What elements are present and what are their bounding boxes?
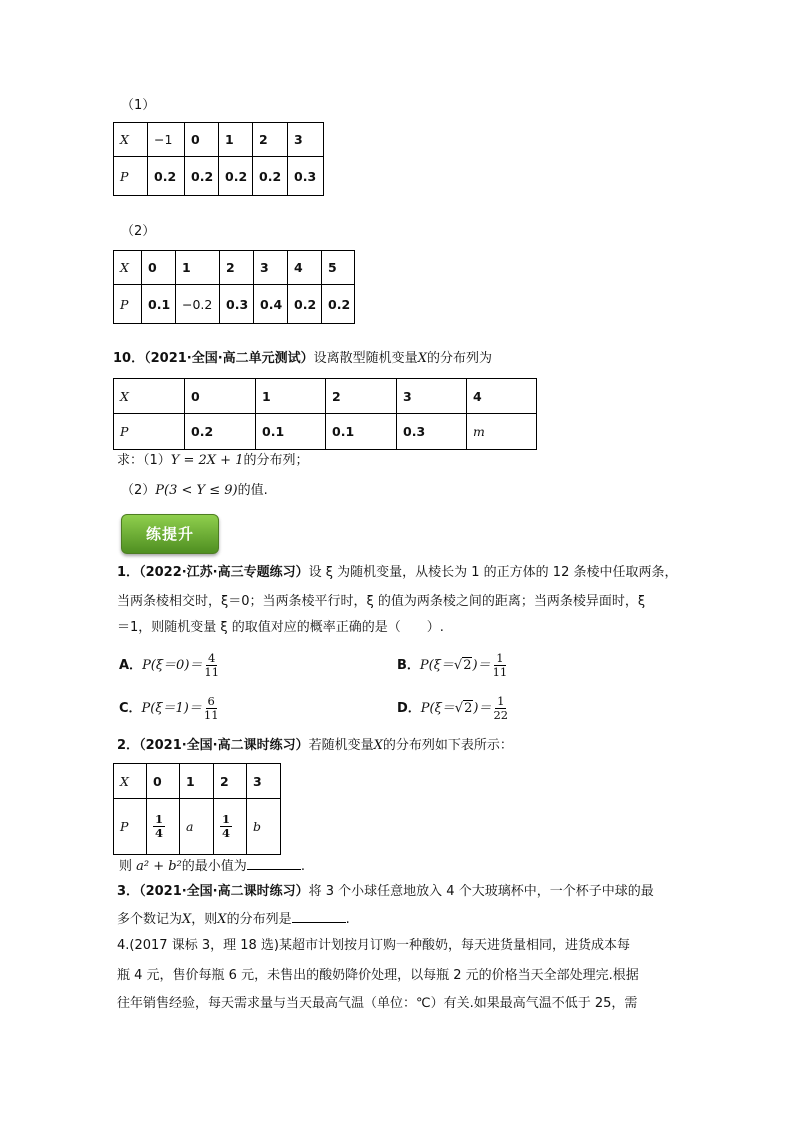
fraction — [153, 813, 165, 840]
option-expr: P(ξ＝ — [420, 701, 455, 716]
table-cell: X — [114, 123, 148, 157]
fraction — [220, 813, 232, 840]
table-row — [114, 799, 281, 855]
table-cell: X — [114, 379, 185, 414]
table-cell: 3 — [247, 764, 281, 799]
q2-text-b: 的分布列如下表所示： — [382, 738, 513, 753]
q3-number: 3 — [117, 884, 127, 899]
option-expr: )＝ — [473, 701, 492, 716]
table-cell: 0.2 — [253, 157, 288, 196]
table-cell: 2 — [220, 251, 254, 285]
option-expr: P(ξ＝0)＝ — [142, 658, 203, 673]
table-cell: 0.2 — [185, 414, 256, 450]
q10-title: 10．（2021·全国·高二单元测试）设离散型随机变量X的分布列为 — [113, 351, 492, 366]
table-cell: 0.2 — [288, 285, 322, 324]
table-cell — [147, 799, 180, 855]
table-cell: 1 — [256, 379, 326, 414]
option-key: D． — [397, 701, 421, 716]
part1-table — [113, 122, 324, 196]
option-key: A． — [119, 658, 143, 673]
sqrt-radicand: 2 — [463, 658, 472, 673]
answer-blank[interactable] — [247, 857, 301, 870]
answer-blank[interactable] — [292, 910, 346, 923]
q2-table — [113, 763, 281, 855]
table-cell: 0 — [147, 764, 180, 799]
table-cell: b — [247, 799, 281, 855]
table-cell: 3 — [397, 379, 467, 414]
table-cell: 4 — [467, 379, 537, 414]
table-cell: P — [114, 157, 148, 196]
frac-den: 22 — [493, 708, 509, 722]
table-cell: X — [114, 764, 147, 799]
part2-table — [113, 250, 355, 324]
table-cell: 3 — [254, 251, 288, 285]
q10-ask1-suffix: 的分布列； — [243, 453, 309, 468]
q3-var: X — [217, 912, 227, 927]
table-cell: 0.2 — [219, 157, 253, 196]
q3-var: X — [182, 912, 192, 927]
q10-ask2-math: P(3 < Y ≤ 9) — [155, 483, 238, 498]
q2-tail — [119, 857, 305, 876]
q1-line1: 1．（2022·江苏·高三专题练习）设 ξ 为随机变量，从棱长为 1 的正方体的 12 条棱中任取两条， — [117, 565, 678, 580]
q4-source: (2017 课标 3，理 18 选) — [129, 938, 279, 953]
q1-line3: ＝1，则随机变量 ξ 的取值对应的概率正确的是（ ）. — [117, 620, 444, 635]
table-cell: 0 — [185, 379, 256, 414]
frac-num: 1 — [155, 812, 164, 826]
q1-source: （2022·江苏·高三专题练习） — [139, 565, 309, 580]
table-cell: P — [114, 285, 142, 324]
q1-text-1: 设 ξ 为随机变量，从棱长为 1 的正方体的 12 条棱中任取两条， — [308, 565, 678, 580]
option-expr: )＝ — [472, 658, 491, 673]
table-cell: 0 — [142, 251, 176, 285]
option-key: C． — [119, 701, 142, 716]
q10-text-b: 的分布列为 — [426, 351, 492, 366]
frac-num: 6 — [207, 694, 215, 708]
table-cell: P — [114, 414, 185, 450]
q4-text-1: 某超市计划按月订购一种酸奶，每天进货量相同，进货成本每 — [278, 938, 630, 953]
q4-line2: 瓶 4 元，售价每瓶 6 元，未售出的酸奶降价处理，以每瓶 2 元的价格当天全部处理完.根据 — [117, 968, 639, 983]
table-cell: 0.2 — [185, 157, 219, 196]
q1-option-c — [119, 695, 221, 723]
table-cell: 0.4 — [254, 285, 288, 324]
table-row — [114, 123, 324, 157]
part1-label: （1） — [121, 98, 156, 113]
table-cell: P — [114, 799, 147, 855]
q4-line1 — [117, 937, 630, 955]
table-row — [114, 157, 324, 196]
fraction — [202, 695, 221, 722]
q4-number: 4. — [117, 938, 130, 953]
option-expr: P(ξ＝1)＝ — [141, 701, 202, 716]
q10-ask1 — [117, 452, 309, 470]
table-cell: 1 — [219, 123, 253, 157]
table-cell: 1 — [176, 251, 220, 285]
sqrt-radicand: 2 — [464, 701, 473, 716]
option-expr: P(ξ＝ — [419, 658, 454, 673]
table-cell: 2 — [326, 379, 397, 414]
q3-text-2b: ，则 — [191, 912, 218, 927]
fraction — [202, 652, 221, 679]
q3-text-2a: 多个数记为 — [117, 912, 183, 927]
frac-num: 1 — [497, 694, 505, 708]
q10-ask2-prefix: （2） — [121, 483, 156, 498]
q1-option-a — [119, 652, 221, 680]
frac-den: 11 — [203, 708, 219, 722]
q10-ask2-suffix: 的值. — [237, 483, 268, 498]
option-key: B． — [397, 658, 420, 673]
q3-line2 — [117, 910, 350, 929]
q10-number: 10 — [113, 351, 132, 366]
table-cell: 0 — [185, 123, 219, 157]
q2-text-a: 若随机变量 — [308, 738, 374, 753]
q10-var: X — [417, 351, 427, 366]
q2-tail-b: 的最小值为 — [181, 859, 247, 874]
practice-button[interactable]: 练提升 — [121, 514, 219, 554]
table-cell: 0.3 — [397, 414, 467, 450]
table-row — [114, 379, 537, 414]
table-row — [114, 251, 355, 285]
table-row — [114, 414, 537, 450]
frac-den: 4 — [155, 826, 164, 840]
q10-ask1-math: Y = 2X + 1 — [170, 453, 244, 468]
q2-tail-end: . — [300, 859, 305, 874]
table-cell: 0.2 — [148, 157, 185, 196]
q10-text-a: 设离散型随机变量 — [313, 351, 418, 366]
table-row — [114, 764, 281, 799]
table-cell: 0.1 — [326, 414, 397, 450]
q2-tail-a: 则 — [119, 859, 137, 874]
q10-table — [113, 378, 537, 450]
q2-title: 2．（2021·全国·高二课时练习）若随机变量X的分布列如下表所示： — [117, 738, 513, 753]
table-cell: −1 — [148, 123, 185, 157]
fraction — [491, 652, 510, 679]
table-cell: 0.1 — [142, 285, 176, 324]
q10-ask1-prefix: 求：（1） — [117, 453, 171, 468]
table-row — [114, 285, 355, 324]
q1-number: 1 — [117, 565, 127, 580]
q1-option-d — [397, 695, 510, 723]
frac-den: 11 — [492, 665, 508, 679]
q1-line2: 当两条棱相交时，ξ＝0；当两条棱平行时，ξ 的值为两条棱之间的距离；当两条棱异面时，ξ — [117, 594, 646, 609]
table-cell: 5 — [322, 251, 355, 285]
q3-text-1: 将 3 个小球任意地放入 4 个大玻璃杯中，一个杯子中球的最 — [308, 884, 654, 899]
q2-number: 2 — [117, 738, 127, 753]
table-cell: 4 — [288, 251, 322, 285]
q3-text-2c: 的分布列是 — [226, 912, 292, 927]
q4-line3: 往年销售经验，每天需求量与当天最高气温（单位：℃）有关.如果最高气温不低于 25，需 — [117, 996, 638, 1011]
table-cell: X — [114, 251, 142, 285]
table-cell: 0.2 — [322, 285, 355, 324]
q2-var: X — [373, 738, 383, 753]
table-cell: 3 — [288, 123, 324, 157]
frac-num: 4 — [208, 651, 216, 665]
part2-label: （2） — [121, 224, 156, 239]
table-cell: 1 — [180, 764, 214, 799]
frac-den: 11 — [204, 665, 220, 679]
q1-option-b — [397, 652, 509, 680]
frac-num: 1 — [222, 812, 231, 826]
sqrt: √2 — [453, 658, 472, 673]
table-cell: a — [180, 799, 214, 855]
table-cell: 0.1 — [256, 414, 326, 450]
q3-source: （2021·全国·高二课时练习） — [139, 884, 309, 899]
fraction — [491, 695, 510, 722]
sqrt: √2 — [454, 701, 473, 716]
table-cell: −0.2 — [176, 285, 220, 324]
q2-source: （2021·全国·高二课时练习） — [139, 738, 309, 753]
frac-num: 1 — [496, 651, 504, 665]
q10-source: （2021·全国·高二单元测试） — [144, 351, 314, 366]
q2-tail-math: a² + b² — [136, 859, 182, 874]
table-cell: 0.3 — [220, 285, 254, 324]
q3-line1: 3．（2021·全国·高二课时练习）将 3 个小球任意地放入 4 个大玻璃杯中，一个杯子中球的最 — [117, 884, 654, 899]
frac-den: 4 — [222, 826, 231, 840]
table-cell: 0.3 — [288, 157, 324, 196]
table-cell — [214, 799, 247, 855]
q3-text-end: . — [345, 912, 350, 927]
table-cell: m — [467, 414, 537, 450]
q10-ask2 — [121, 482, 268, 500]
table-cell: 2 — [253, 123, 288, 157]
table-cell: 2 — [214, 764, 247, 799]
